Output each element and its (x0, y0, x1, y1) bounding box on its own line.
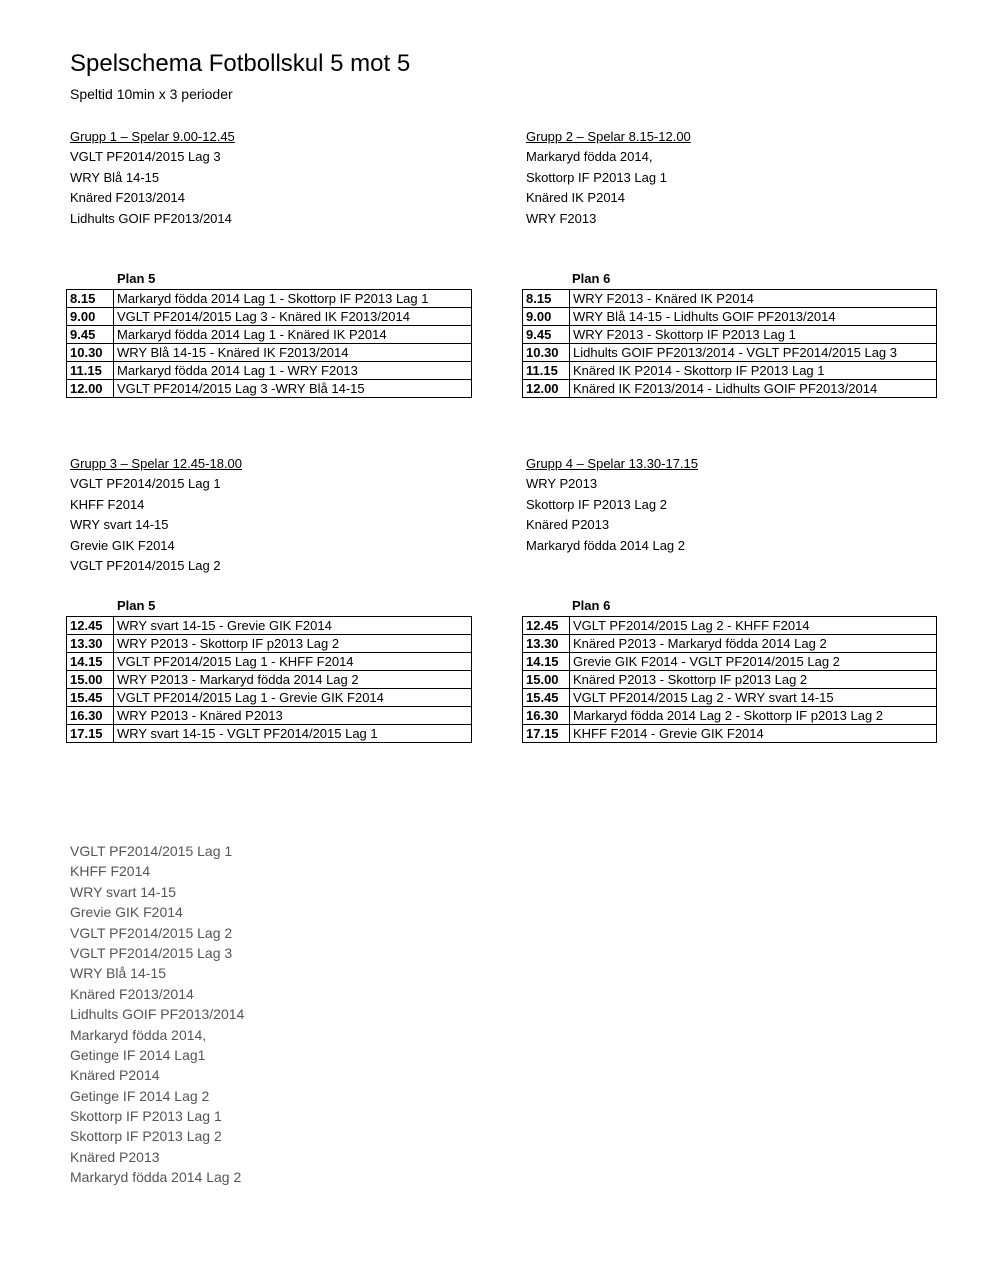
list-item: WRY Blå 14-15 (70, 965, 166, 982)
list-item: VGLT PF2014/2015 Lag 2 (70, 924, 233, 941)
list-item: Skottorp IF P2013 Lag 1 (70, 1108, 222, 1125)
match-cell: WRY Blå 14-15 - Knäred IK F2013/2014 (114, 344, 472, 362)
group-4 (526, 454, 698, 556)
schedule-table (66, 616, 472, 743)
table-row (523, 308, 937, 326)
table-row (67, 308, 472, 326)
team-item: WRY F2013 (526, 210, 597, 226)
list-item: Knäred F2013/2014 (70, 985, 194, 1002)
match-time: 13.30 (67, 635, 114, 653)
table-row (67, 671, 472, 689)
table-row (67, 707, 472, 725)
match-cell: VGLT PF2014/2015 Lag 2 - KHFF F2014 (570, 617, 937, 635)
match-cell: VGLT PF2014/2015 Lag 2 - WRY svart 14-15 (570, 689, 937, 707)
match-time: 11.15 (523, 362, 570, 380)
match-cell: WRY F2013 - Knäred IK P2014 (570, 290, 937, 308)
page-subtitle: Speltid 10min x 3 perioder (70, 86, 233, 102)
match-time: 12.00 (523, 380, 570, 398)
match-time: 12.00 (67, 380, 114, 398)
group-3 (70, 454, 242, 577)
match-cell: Knäred IK P2014 - Skottorp IF P2013 Lag 1 (570, 362, 937, 380)
match-time: 9.00 (67, 308, 114, 326)
plan-label: Plan 5 (117, 271, 156, 286)
table-row (67, 326, 472, 344)
team-item: Skottorp IF P2013 Lag 1 (526, 169, 667, 185)
list-item: Markaryd födda 2014 Lag 2 (70, 1169, 242, 1186)
table-row (67, 617, 472, 635)
table-row (67, 290, 472, 308)
match-time: 8.15 (67, 290, 114, 308)
table-row (67, 689, 472, 707)
table-row (523, 653, 937, 671)
match-cell: WRY F2013 - Skottorp IF P2013 Lag 1 (570, 326, 937, 344)
list-item: WRY svart 14-15 (70, 883, 177, 900)
list-item: Lidhults GOIF PF2013/2014 (70, 1006, 245, 1023)
team-item: Knäred F2013/2014 (70, 190, 185, 206)
group-heading: Grupp 4 – Spelar 13.30-17.15 (526, 456, 699, 471)
match-cell: WRY Blå 14-15 - Lidhults GOIF PF2013/2014 (570, 308, 937, 326)
list-item: KHFF F2014 (70, 863, 151, 880)
table-row (523, 362, 937, 380)
table-row (523, 671, 937, 689)
match-cell: Markaryd födda 2014 Lag 1 - WRY F2013 (114, 362, 472, 380)
table-row (523, 326, 937, 344)
table-row (67, 653, 472, 671)
table-row (523, 290, 937, 308)
team-item: Markaryd födda 2014 Lag 2 (526, 537, 685, 553)
table-row (67, 344, 472, 362)
match-time: 15.45 (67, 689, 114, 707)
match-cell: WRY svart 14-15 - Grevie GIK F2014 (114, 617, 472, 635)
list-item: VGLT PF2014/2015 Lag 1 (70, 843, 233, 859)
page-title: Spelschema Fotbollskul 5 mot 5 (70, 50, 411, 77)
match-cell: Lidhults GOIF PF2013/2014 - VGLT PF2014/2015 Lag 3 (570, 344, 937, 362)
schedule-table (522, 289, 937, 398)
match-time: 16.30 (67, 707, 114, 725)
table-row (67, 635, 472, 653)
match-cell: WRY P2013 - Markaryd födda 2014 Lag 2 (114, 671, 472, 689)
match-cell: Markaryd födda 2014 Lag 2 - Skottorp IF p2013 Lag 2 (570, 707, 937, 725)
table-row (523, 344, 937, 362)
list-item: Getinge IF 2014 Lag1 (70, 1046, 206, 1063)
match-cell: WRY P2013 - Knäred P2013 (114, 707, 472, 725)
table-row (67, 725, 472, 743)
match-cell: Knäred P2013 - Skottorp IF p2013 Lag 2 (570, 671, 937, 689)
table-row (523, 689, 937, 707)
team-item: Knäred IK P2014 (526, 190, 626, 206)
match-time: 12.45 (67, 617, 114, 635)
match-time: 9.45 (67, 326, 114, 344)
table-row (523, 707, 937, 725)
match-cell: VGLT PF2014/2015 Lag 3 - Knäred IK F2013/2014 (114, 308, 472, 326)
team-item: Lidhults GOIF PF2013/2014 (70, 210, 232, 226)
plan-label: Plan 6 (572, 598, 611, 613)
team-item: Markaryd födda 2014, (526, 149, 653, 164)
match-cell: VGLT PF2014/2015 Lag 1 - Grevie GIK F2014 (114, 689, 472, 707)
table-row (523, 635, 937, 653)
match-time: 13.30 (523, 635, 570, 653)
group-1 (70, 127, 235, 229)
match-cell: WRY svart 14-15 - VGLT PF2014/2015 Lag 1 (114, 725, 472, 743)
match-cell: VGLT PF2014/2015 Lag 1 - KHFF F2014 (114, 653, 472, 671)
team-item: Knäred P2013 (526, 517, 610, 533)
schedule-table (66, 289, 472, 398)
match-cell: Markaryd födda 2014 Lag 1 - Knäred IK P2014 (114, 326, 472, 344)
match-cell: VGLT PF2014/2015 Lag 3 -WRY Blå 14-15 (114, 380, 472, 398)
group-2 (526, 127, 691, 229)
match-time: 9.00 (523, 308, 570, 326)
team-item: VGLT PF2014/2015 Lag 2 (70, 558, 221, 574)
list-item: Knäred P2014 (70, 1067, 160, 1084)
match-cell: Markaryd födda 2014 Lag 1 - Skottorp IF P2013 Lag 1 (114, 290, 472, 308)
table-row (67, 380, 472, 398)
table-row (67, 362, 472, 380)
team-item: VGLT PF2014/2015 Lag 1 (70, 476, 221, 491)
match-cell: Grevie GIK F2014 - VGLT PF2014/2015 Lag 2 (570, 653, 937, 671)
team-item: WRY Blå 14-15 (70, 169, 160, 185)
plan-label: Plan 6 (572, 271, 611, 286)
team-item: WRY P2013 (526, 476, 598, 491)
match-time: 14.15 (523, 653, 570, 671)
match-time: 12.45 (523, 617, 570, 635)
table-row (523, 380, 937, 398)
match-cell: Knäred P2013 - Markaryd födda 2014 Lag 2 (570, 635, 937, 653)
team-item: WRY svart 14-15 (70, 517, 169, 533)
list-item: Knäred P2013 (70, 1148, 160, 1165)
match-cell: WRY P2013 - Skottorp IF p2013 Lag 2 (114, 635, 472, 653)
match-cell: Knäred IK F2013/2014 - Lidhults GOIF PF2013/2014 (570, 380, 937, 398)
group-heading: Grupp 3 – Spelar 12.45-18.00 (70, 456, 243, 471)
match-time: 17.15 (67, 725, 114, 743)
match-time: 17.15 (523, 725, 570, 743)
plan-label: Plan 5 (117, 598, 156, 613)
list-item: Markaryd födda 2014, (70, 1026, 207, 1043)
team-item: VGLT PF2014/2015 Lag 3 (70, 149, 221, 164)
list-item: Grevie GIK F2014 (70, 904, 183, 921)
match-time: 9.45 (523, 326, 570, 344)
list-item: Getinge IF 2014 Lag 2 (70, 1087, 210, 1104)
team-roster (70, 841, 244, 1188)
match-time: 15.00 (523, 671, 570, 689)
table-row (523, 725, 937, 743)
team-item: KHFF F2014 (70, 496, 145, 512)
match-time: 10.30 (67, 344, 114, 362)
match-time: 14.15 (67, 653, 114, 671)
list-item: VGLT PF2014/2015 Lag 3 (70, 944, 233, 961)
match-time: 11.15 (67, 362, 114, 380)
list-item: Skottorp IF P2013 Lag 2 (70, 1128, 222, 1145)
table-row (523, 617, 937, 635)
match-time: 10.30 (523, 344, 570, 362)
team-item: Skottorp IF P2013 Lag 2 (526, 496, 667, 512)
match-time: 16.30 (523, 707, 570, 725)
team-item: Grevie GIK F2014 (70, 537, 175, 553)
match-cell: KHFF F2014 - Grevie GIK F2014 (570, 725, 937, 743)
schedule-table (522, 616, 937, 743)
group-heading: Grupp 2 – Spelar 8.15-12.00 (526, 129, 691, 144)
match-time: 15.00 (67, 671, 114, 689)
match-time: 8.15 (523, 290, 570, 308)
group-heading: Grupp 1 – Spelar 9.00-12.45 (70, 129, 235, 144)
match-time: 15.45 (523, 689, 570, 707)
